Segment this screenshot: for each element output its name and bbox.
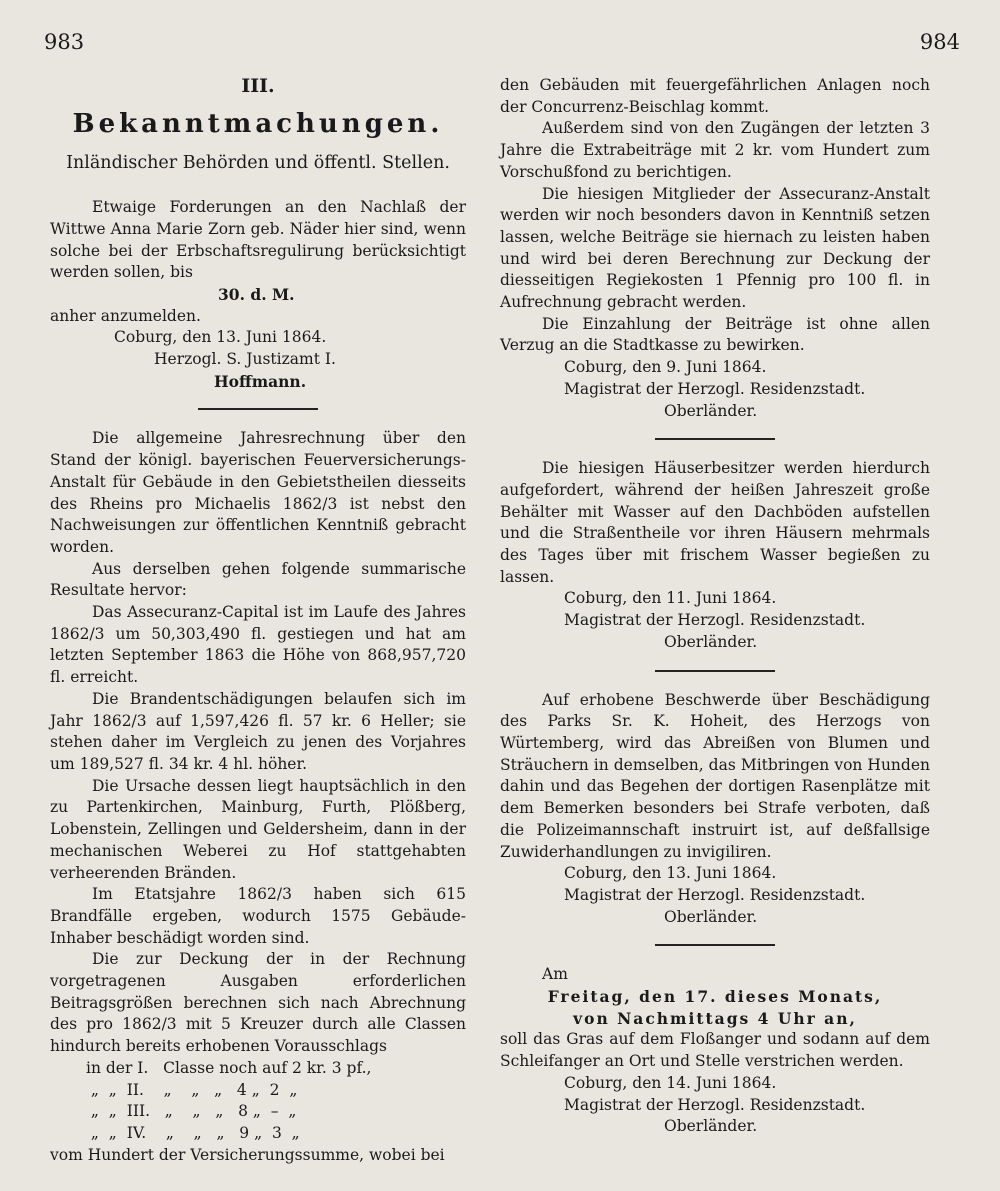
insurance-report-paragraph: Aus derselben gehen folgende summarische Resultate hervor: bbox=[50, 559, 466, 600]
insurance-report-paragraph: Die Ursache dessen liegt hauptsächlich in den zu Partenkirchen, Mainburg, Furth, Plößberg, Lobenstein, Zellingen und Geldersheim, dann in der mechanischen Weberei zu Hof stattgehabten verheerenden Bränden. bbox=[50, 776, 466, 882]
park-notice: Auf erhobene Beschwerde über Beschädigung des Parks Sr. K. Hoheit, des Herzogs von Würtemberg, wird das Abreißen von Blumen und Sträuchern in demselben, das Mitbringen von Hunden dahin und das Begehen der dortigen Rasenplätze mit dem Bemerken besonders bei Strafe verboten, daß die Polizeimannschaft instruirt ist, auf deßfallsige Zuwiderhandlungen zu invigiliren. bbox=[500, 690, 930, 861]
signature: Oberländer. bbox=[664, 401, 758, 420]
section-heading: Bekanntmachungen. bbox=[72, 108, 444, 139]
issuing-authority: Magistrat der Herzogl. Residenzstadt. bbox=[564, 611, 866, 630]
divider bbox=[655, 670, 775, 672]
right-column bbox=[500, 75, 930, 1138]
section-numeral: III. bbox=[241, 75, 275, 97]
signature: Oberländer. bbox=[664, 907, 758, 926]
page-number-right: 984 bbox=[919, 30, 960, 54]
water-notice: Die hiesigen Häuserbesitzer werden hierdurch aufgefordert, während der heißen Jahreszeit große Behälter mit Wasser auf den Dachböden aufstellen und die Straßentheile vor ihren Häusern mehrmals des Tages über mit frischem Wasser begießen zu lassen. bbox=[500, 459, 930, 586]
table-row: „ „ II. „ „ „ 4 „ 2 „ bbox=[86, 1080, 298, 1099]
insurance-report-paragraph: Die hiesigen Mitglieder der Assecuranz-Anstalt werden wir noch besonders davon in Kenntniß setzen lassen, welche Beiträge sie hiernach zu leisten haben und wird bei deren Berechnung zur Deckung der diesseitigen Regiekosten 1 Pfennig pro 100 fl. in Aufrechnung gebracht werden. bbox=[500, 184, 930, 312]
signature: Oberländer. bbox=[664, 632, 758, 651]
divider bbox=[655, 944, 775, 946]
dateline: Coburg, den 9. Juni 1864. bbox=[564, 358, 767, 377]
left-column bbox=[50, 72, 466, 1166]
section-subheading: Inländischer Behörden und öffentl. Stellen. bbox=[66, 153, 450, 174]
issuing-authority: Magistrat der Herzogl. Residenzstadt. bbox=[564, 885, 866, 904]
claims-instruction: anher anzumelden. bbox=[50, 306, 201, 325]
issuing-authority: Magistrat der Herzogl. Residenzstadt. bbox=[564, 379, 866, 398]
issuing-authority: Magistrat der Herzogl. Residenzstadt. bbox=[564, 1095, 866, 1114]
insurance-report-paragraph: Im Etatsjahre 1862/3 haben sich 615 Brandfälle ergeben, wodurch 1575 Gebäude-Inhaber beschädigt worden sind. bbox=[50, 885, 466, 947]
insurance-report-paragraph: vom Hundert der Versicherungssumme, wobei bei bbox=[50, 1145, 445, 1164]
divider bbox=[198, 408, 318, 410]
table-row: „ „ III. „ „ „ 8 „ – „ bbox=[86, 1102, 297, 1121]
table-row: in der I. Classe noch auf 2 kr. 3 pf., bbox=[86, 1058, 372, 1077]
insurance-report-paragraph: Die allgemeine Jahresrechnung über den Stand der königl. bayerischen Feuerversicherungs-Anstalt für Gebäude in den Gebietstheilen diesseits des Rheins pro Michaelis 1862/3 ist nebst den Nachweisungen zur öffentlichen Kenntniß gebracht worden. bbox=[50, 429, 466, 556]
auction-intro: Am bbox=[542, 965, 568, 984]
auction-date: Freitag, den 17. dieses Monats, bbox=[547, 987, 883, 1007]
signature: Oberländer. bbox=[664, 1117, 758, 1136]
insurance-report-paragraph: Außerdem sind von den Zugängen der letzten 3 Jahre die Extrabeiträge mit 2 kr. vom Hundert zum Vorschußfond zu berichtigen. bbox=[500, 119, 930, 181]
insurance-report-paragraph: Die Einzahlung der Beiträge ist ohne allen Verzug an die Stadtkasse zu bewirken. bbox=[500, 314, 930, 355]
divider bbox=[655, 438, 775, 440]
dateline: Coburg, den 14. Juni 1864. bbox=[564, 1073, 777, 1092]
auction-time: von Nachmittags 4 Uhr an, bbox=[573, 1008, 857, 1028]
notice-estate-claims: Etwaige Forderungen an den Nachlaß der Wittwe Anna Marie Zorn geb. Näder hier sind, wenn solche bei der Erbschaftsregulirung berücksichtigt werden sollen, bis bbox=[50, 198, 466, 282]
dateline: Coburg, den 11. Juni 1864. bbox=[564, 589, 777, 608]
claims-deadline: 30. d. M. bbox=[218, 284, 295, 304]
table-row: „ „ IV. „ „ „ 9 „ 3 „ bbox=[86, 1123, 300, 1142]
insurance-report-paragraph: Die zur Deckung der in der Rechnung vorgetragenen Ausgaben erforderlichen Beitragsgrößen berechnen sich nach Abrechnung des pro 1862/3 mit 5 Kreuzer durch alle Classen hindurch bereits erhobenen Vorausschlags bbox=[50, 950, 466, 1056]
dateline: Coburg, den 13. Juni 1864. bbox=[564, 864, 777, 883]
insurance-report-paragraph: Das Assecuranz-Capital ist im Laufe des Jahres 1862/3 um 50,303,490 fl. gestiegen und hat am letzten September 1863 die Höhe von 868,957,720 fl. erreicht. bbox=[50, 603, 466, 687]
signature: Hoffmann. bbox=[214, 371, 307, 391]
dateline: Coburg, den 13. Juni 1864. bbox=[114, 328, 327, 347]
page-number-left: 983 bbox=[44, 30, 85, 54]
issuing-authority: Herzogl. S. Justizamt I. bbox=[154, 350, 336, 369]
grass-auction-notice: soll das Gras auf dem Floßanger und sodann auf dem Schleifanger an Ort und Stelle verstrichen werden. bbox=[500, 1030, 930, 1071]
continued-paragraph: den Gebäuden mit feuergefährlichen Anlagen noch der Concurrenz-Beischlag kommt. bbox=[500, 76, 930, 116]
contribution-rates-table bbox=[86, 1058, 466, 1145]
insurance-report-paragraph: Die Brandentschädigungen belaufen sich im Jahr 1862/3 auf 1,597,426 fl. 57 kr. 6 Heller; sie stehen daher im Vergleich zu jenen des Vorjahres um 189,527 fl. 34 kr. 4 hl. höher. bbox=[50, 689, 466, 773]
